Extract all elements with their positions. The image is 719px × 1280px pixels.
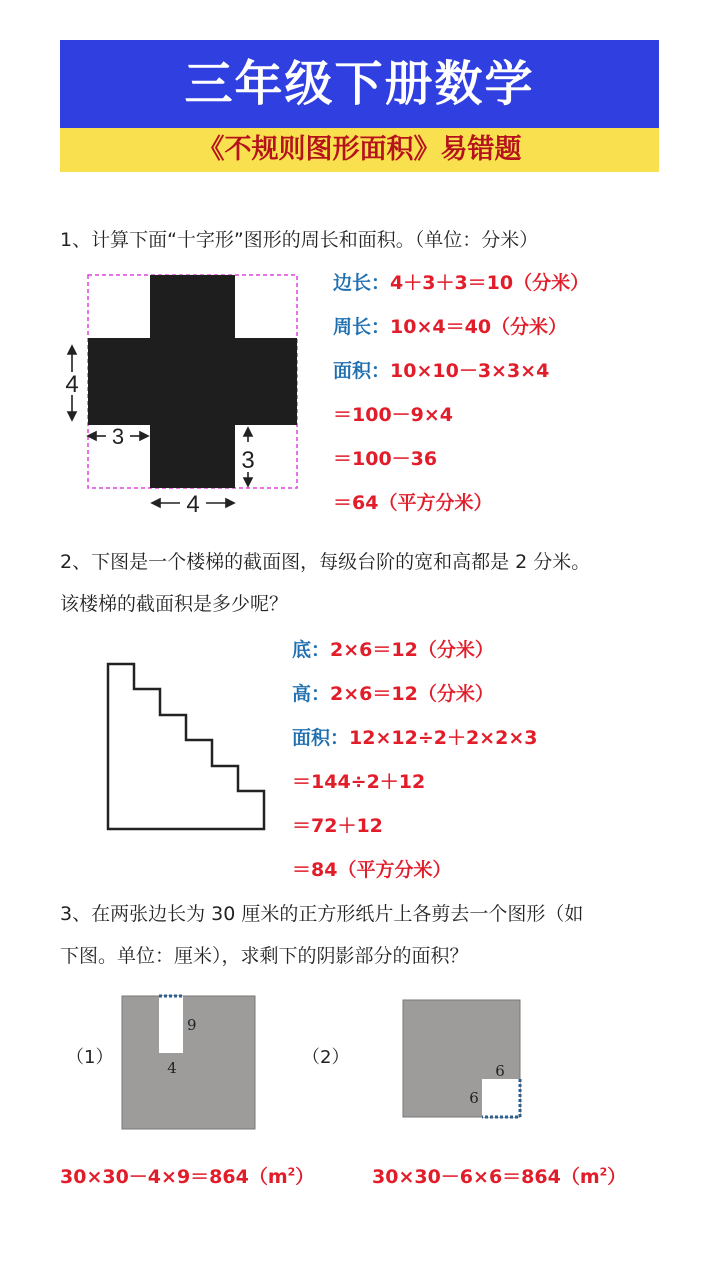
q1-step-6: ＝64（平方分米） — [333, 492, 493, 514]
cross-figure — [65, 268, 308, 518]
fig1-tag: （1） — [66, 1047, 114, 1068]
right-dimension-label: 3 — [241, 447, 255, 474]
page-title: 三年级下册数学 — [60, 40, 659, 128]
q3-prompt-line1: 3、在两张边长为 30 厘米的正方形纸片上各剪去一个图形（如 — [60, 903, 584, 925]
q1-step-3: 面积：10×10－3×3×4 — [333, 360, 550, 382]
fig2-top-label: 6 — [495, 1062, 505, 1080]
q3-prompt-line2: 下图。单位：厘米），求剩下的阴影部分的面积？ — [60, 945, 469, 967]
q3-answer-2: $30\times 30-6\times 6=864(m^2)$ — [372, 1165, 627, 1188]
fig2-left-label: 6 — [469, 1089, 479, 1107]
bottom-dimension-label: 4 — [186, 491, 200, 518]
q3-answer-1: $30\times 30-4\times 9=864(m^2)$ — [60, 1165, 315, 1188]
q2-step-1: 底：2×6＝12（分米） — [292, 639, 494, 661]
fig2-tag: （2） — [302, 1047, 350, 1068]
square-figure-1 — [122, 994, 262, 1134]
left-dimension-label: 4 — [65, 371, 79, 398]
fig1-width-label: 4 — [167, 1059, 177, 1077]
q2-step-5: ＝72＋12 — [292, 815, 383, 837]
fig1-height-label: 9 — [187, 1016, 197, 1034]
cross-shape — [88, 275, 297, 488]
q2-step-6: ＝84（平方分米） — [292, 859, 452, 881]
cutout-2 — [482, 1079, 520, 1117]
q2-prompt-line1: 2、下图是一个楼梯的截面图，每级台阶的宽和高都是 2 分米。 — [60, 551, 591, 573]
q2-step-3: 面积：12×12÷2＋2×2×3 — [292, 727, 538, 749]
q2-step-4: ＝144÷2＋12 — [292, 771, 426, 793]
cutout-1 — [159, 996, 183, 1053]
top-dimension-label: 3 — [111, 424, 125, 449]
q1-prompt: 1、计算下面“十字形”图形的周长和面积。（单位：分米） — [60, 229, 539, 251]
square-figure-2 — [402, 998, 527, 1123]
page-subtitle: 《不规则图形面积》易错题 — [60, 128, 659, 172]
q1-step-2: 周长：10×4＝40（分米） — [333, 316, 568, 338]
q1-step-1: 边长：4＋3＋3＝10（分米） — [333, 272, 590, 294]
q1-step-5: ＝100－36 — [333, 448, 438, 470]
q1-step-4: ＝100－9×4 — [333, 404, 454, 426]
q2-step-2: 高：2×6＝12（分米） — [292, 683, 494, 705]
staircase-figure — [100, 656, 275, 836]
q2-prompt-line2: 该楼梯的截面积是多少呢？ — [60, 593, 289, 615]
